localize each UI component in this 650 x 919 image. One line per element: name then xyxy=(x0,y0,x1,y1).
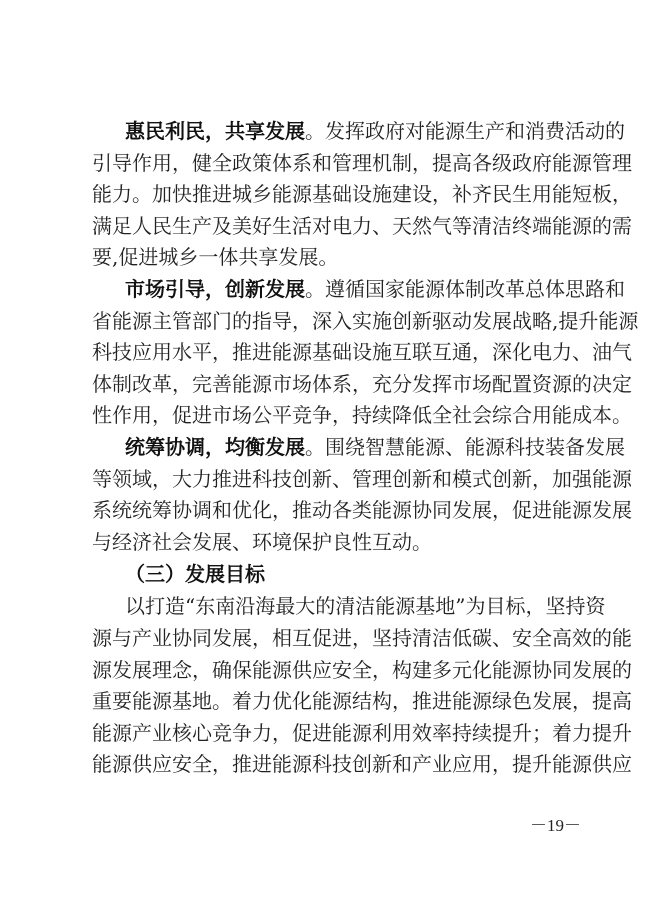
paragraph-line: 性作用，促进市场公平竞争，持续降低全社会综合用能成本。 xyxy=(92,403,632,428)
paragraph-shared-development xyxy=(92,116,632,274)
paragraph-line xyxy=(92,116,625,148)
line-text: 。发挥政府对能源生产和消费活动的 xyxy=(305,119,625,143)
paragraph-line: 与经济社会发展、环境保护良性互动。 xyxy=(92,529,432,554)
paragraph-line xyxy=(92,432,625,464)
paragraph-lead: 惠民利民，共享发展 xyxy=(125,119,305,143)
line-text: 。围绕智慧能源、能源科技装备发展 xyxy=(305,434,625,459)
paragraph-line: 能源供应安全，推进能源科技创新和产业应用，提升能源供应 xyxy=(92,752,632,777)
paragraph-line xyxy=(92,274,625,306)
paragraph-line: 省能源主管部门的指导，深入实施创新驱动发展战略,提升能源 xyxy=(92,308,639,333)
paragraph-line: 源发展理念，确保能源供应安全，构建多元化能源协同发展的 xyxy=(92,657,632,682)
paragraph-line: 源与产业协同发展，相互促进，坚持清洁低碳、安全高效的能 xyxy=(92,625,632,650)
paragraph-balanced-development xyxy=(92,432,632,558)
document-body xyxy=(92,116,639,781)
paragraph-line: 要,促进城乡一体共享发展。 xyxy=(92,245,339,270)
paragraph-line: 能力。加快推进城乡能源基础设施建设，补齐民生用能短板， xyxy=(92,182,632,207)
paragraph-line: 体制改革，完善能源市场体系，充分发挥市场配置资源的决定 xyxy=(92,371,632,396)
paragraph-development-goals xyxy=(92,591,632,781)
section-heading: （三）发展目标 xyxy=(125,562,265,587)
paragraph-line: 系统统筹协调和优化，推动各类能源协同发展，促进能源发展 xyxy=(92,498,632,523)
paragraph-lead: 统筹协调，均衡发展 xyxy=(125,434,305,459)
line-text: 。遵循国家能源体制改革总体思路和 xyxy=(305,276,625,301)
paragraph-line: 重要能源基地。着力优化能源结构，推进能源绿色发展，提高 xyxy=(92,689,632,714)
paragraph-line: 满足人民生产及美好生活对电力、天然气等清洁终端能源的需 xyxy=(92,213,632,238)
paragraph-line: 引导作用，健全政策体系和管理机制，提高各级政府能源管理 xyxy=(92,150,632,175)
page-number: －19－ xyxy=(530,816,581,835)
paragraph-market-innovation xyxy=(92,274,639,432)
paragraph-line: 以打造“东南沿海最大的清洁能源基地”为目标，坚持资 xyxy=(125,594,606,619)
paragraph-line: 能源产业核心竞争力，促进能源利用效率持续提升；着力提升 xyxy=(92,720,632,745)
paragraph-lead: 市场引导，创新发展 xyxy=(125,276,305,301)
paragraph-line: 等领域，大力推进科技创新、管理创新和模式创新，加强能源 xyxy=(92,466,632,491)
paragraph-line: 科技应用水平，推进能源基础设施互联互通，深化电力、油气 xyxy=(92,340,632,365)
